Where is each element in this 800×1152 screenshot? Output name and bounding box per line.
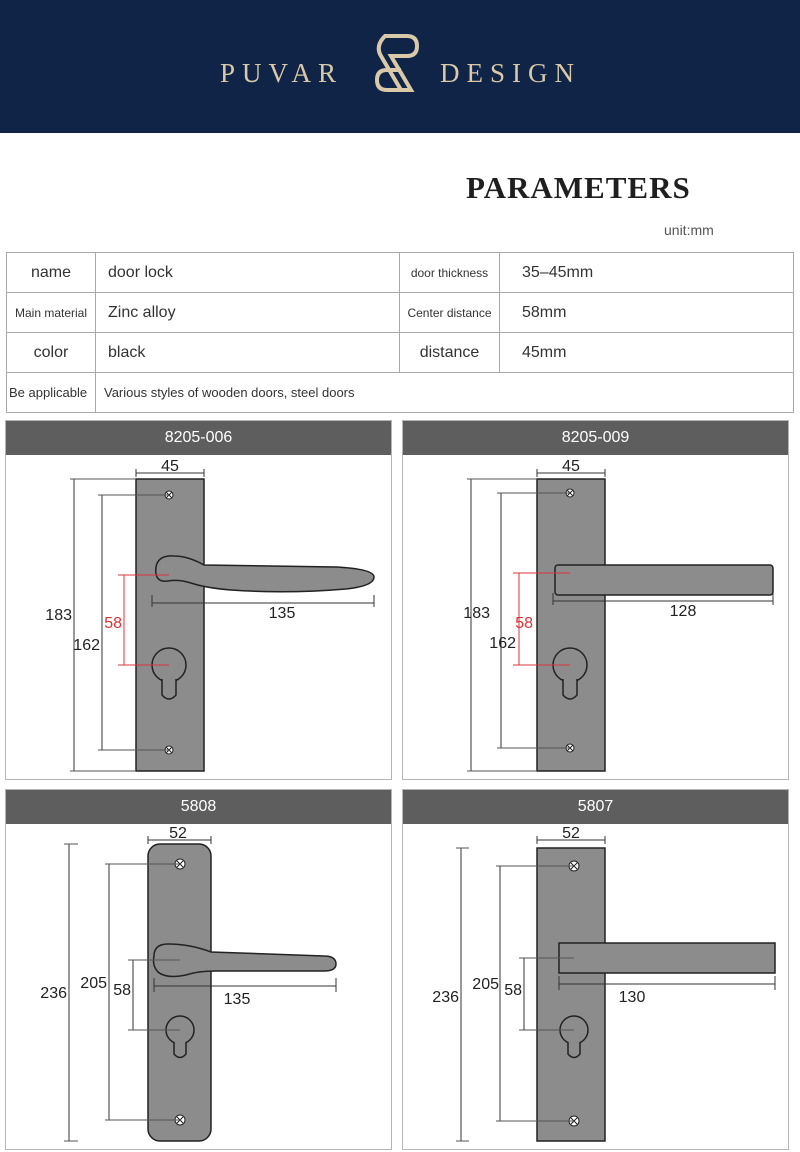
brand-name-right: DESIGN — [440, 58, 581, 88]
center-distance-dimension: 58 — [104, 615, 122, 632]
table-row — [7, 253, 794, 293]
width-dimension: 52 — [562, 825, 580, 842]
center-distance-dimension: 58 — [504, 982, 522, 999]
brand-banner — [0, 0, 800, 133]
model-panel — [5, 789, 392, 1150]
screw-distance-dimension: 205 — [472, 976, 499, 993]
param-key: distance — [400, 333, 500, 373]
lock-diagram — [6, 824, 391, 1149]
height-dimension: 183 — [463, 605, 490, 622]
table-row — [7, 333, 794, 373]
model-code: 8205-006 — [6, 421, 391, 455]
width-dimension: 45 — [161, 458, 179, 475]
handle-length-dimension: 135 — [268, 605, 296, 622]
keyhole — [568, 1042, 580, 1058]
lock-diagram — [403, 824, 788, 1149]
model-panel — [402, 789, 789, 1150]
height-dimension: 236 — [432, 989, 459, 1006]
lever-handle — [559, 943, 775, 973]
width-dimension: 52 — [169, 825, 187, 842]
backplate — [537, 848, 605, 1141]
keyhole — [174, 1042, 186, 1058]
param-value: black — [96, 333, 400, 373]
center-distance-dimension: 58 — [113, 982, 131, 999]
param-key: Center distance — [400, 293, 500, 333]
handle-length-dimension: 128 — [669, 603, 697, 620]
brand-name-left: PUVAR — [220, 58, 344, 88]
center-distance-dimension: 58 — [515, 615, 533, 632]
model-code: 5807 — [403, 790, 788, 824]
param-key: Main material — [7, 293, 96, 333]
param-key: color — [7, 333, 96, 373]
keyhole — [563, 679, 577, 699]
lock-diagram — [6, 455, 391, 779]
table-row — [7, 373, 794, 413]
model-code: 5808 — [6, 790, 391, 824]
unit-label: unit:mm — [664, 222, 714, 238]
page-title: PARAMETERS — [466, 170, 691, 205]
param-value: 45mm — [500, 333, 794, 373]
lever-handle — [154, 944, 337, 976]
model-code: 8205-009 — [403, 421, 788, 455]
handle-length-dimension: 130 — [618, 989, 646, 1006]
keyhole — [162, 679, 176, 699]
param-value: door lock — [96, 253, 400, 293]
param-value: 35–45mm — [500, 253, 794, 293]
screw-distance-dimension: 162 — [73, 637, 100, 654]
width-dimension: 45 — [562, 458, 580, 475]
param-value: Zinc alloy — [96, 293, 400, 333]
model-panel — [5, 420, 392, 780]
backplate — [148, 844, 211, 1141]
logo-icon — [371, 30, 423, 96]
screw-distance-dimension: 162 — [489, 635, 516, 652]
param-key: name — [7, 253, 96, 293]
table-row — [7, 293, 794, 333]
param-value: Various styles of wooden doors, steel doors — [96, 373, 794, 413]
backplate — [537, 479, 605, 771]
param-value: 58mm — [500, 293, 794, 333]
height-dimension: 236 — [40, 985, 67, 1002]
lock-diagram — [403, 455, 788, 779]
handle-length-dimension: 135 — [223, 991, 251, 1008]
lever-handle — [555, 565, 773, 595]
model-panel — [402, 420, 789, 780]
param-key: Be applicable — [7, 373, 96, 413]
backplate — [136, 479, 204, 771]
screw-distance-dimension: 205 — [80, 975, 107, 992]
height-dimension: 183 — [45, 607, 72, 624]
param-key: door thickness — [400, 253, 500, 293]
parameters-table — [6, 252, 794, 413]
